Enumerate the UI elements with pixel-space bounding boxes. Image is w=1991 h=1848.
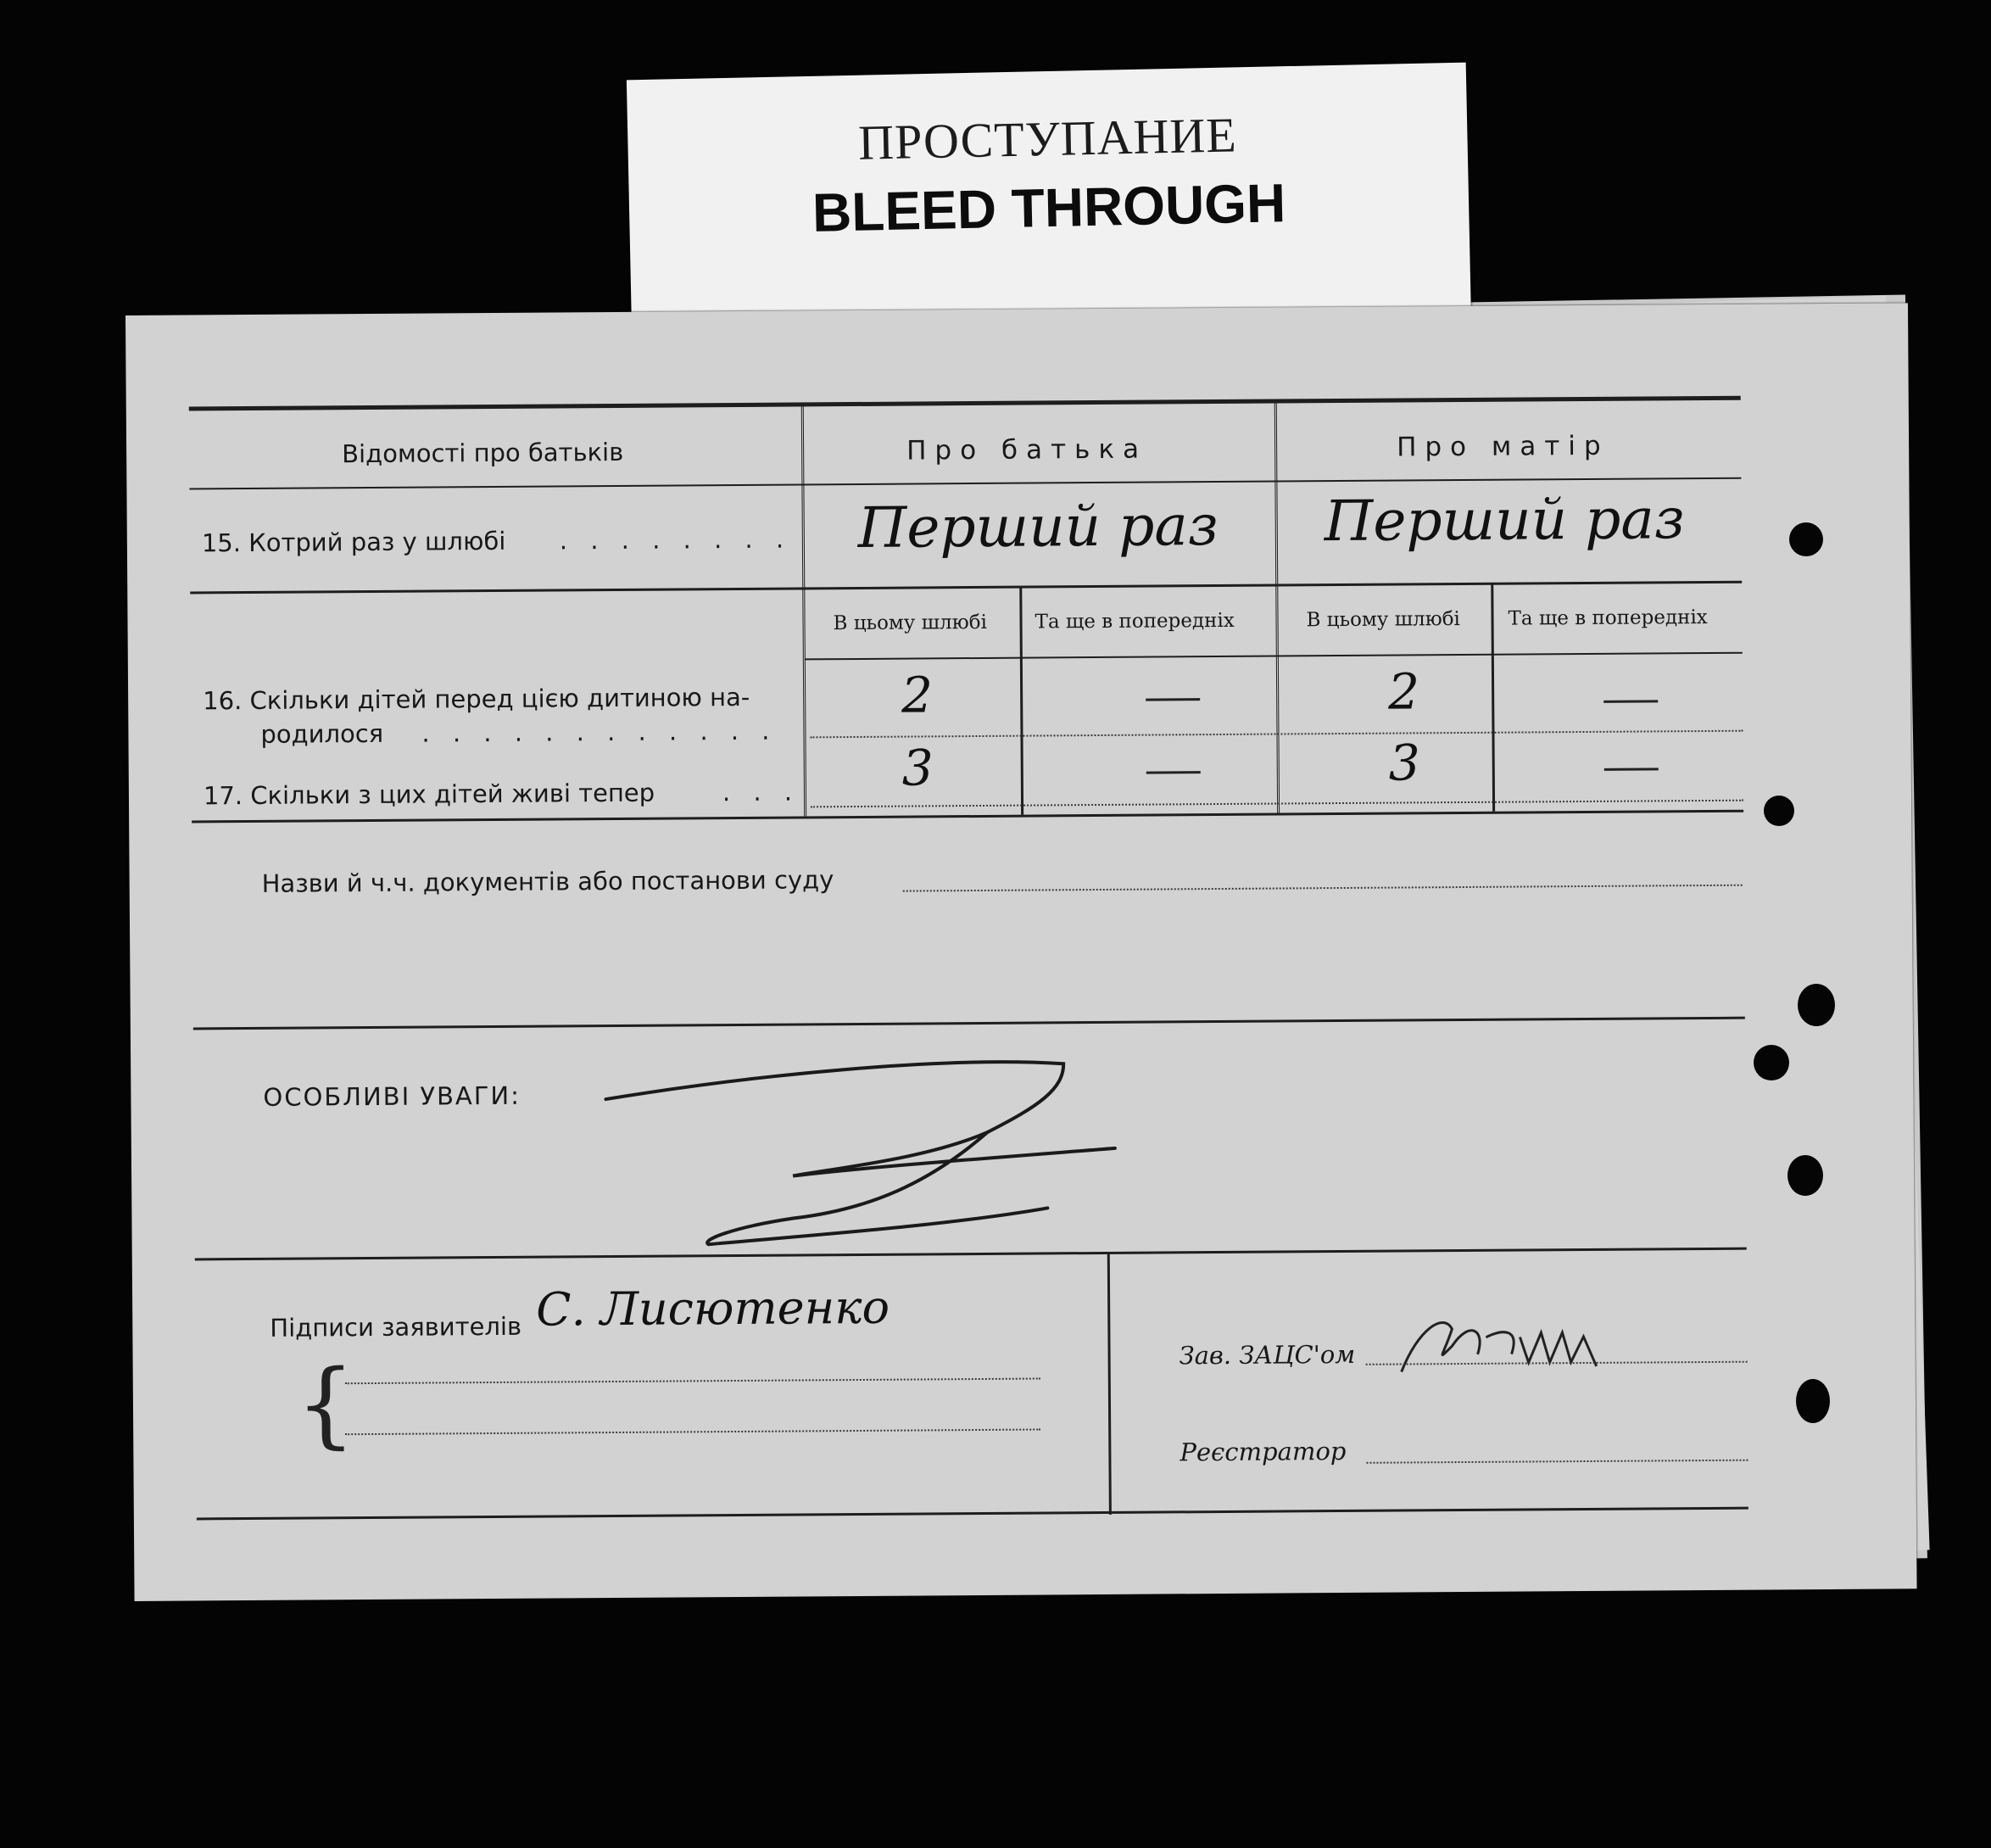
punch-hole <box>1764 796 1794 826</box>
header-father: Про батька <box>906 433 1148 466</box>
row16-mother-prev <box>1603 700 1658 702</box>
applicant-signature: С. Лисютенко <box>535 1280 890 1337</box>
documents-rule <box>193 1017 1745 1030</box>
documents-line <box>903 885 1743 892</box>
header-mother: Про матір <box>1396 430 1609 463</box>
top-rule <box>189 396 1741 411</box>
bleed-through-label <box>627 63 1471 343</box>
row16-father-prev <box>1146 698 1200 701</box>
row16-label-line2: родилося <box>260 718 384 749</box>
applicant-line-2 <box>345 1428 1040 1435</box>
row17-label: 17. Скільки з цих дітей живі тепер <box>203 778 655 811</box>
registry-form <box>125 303 1917 1601</box>
special-notes-label: ОСОБЛИВІ УВАГИ: <box>263 1080 521 1112</box>
row16-father-this: 2 <box>901 666 934 724</box>
header-parents-info: Відомості про батьків <box>342 437 624 469</box>
punch-hole <box>1787 1155 1823 1196</box>
applicants-bracket: { <box>295 1349 356 1459</box>
punch-hole <box>1754 1045 1789 1080</box>
subheader-rule <box>805 652 1743 661</box>
special-notes-strike-mark <box>588 1037 1201 1262</box>
documents-label: Назви й ч.ч. документів або постанови суду <box>261 865 834 898</box>
divider-father <box>801 404 810 816</box>
bottom-rule <box>197 1507 1748 1521</box>
row15-mother-value: Перший раз <box>1324 486 1685 555</box>
punch-hole <box>1796 1379 1830 1423</box>
row17-dots: . . . <box>722 777 800 807</box>
row16-label-line1: 16. Скільки дітей перед цією дитиною на- <box>203 682 750 716</box>
applicant-line-1 <box>345 1377 1040 1384</box>
divider-mother <box>1274 400 1283 812</box>
row15-label: 15. Котрий раз у шлюбі <box>201 526 506 558</box>
row17-mother-this: 3 <box>1388 734 1420 792</box>
divider-father-sub <box>1019 588 1023 815</box>
registrar-label: Реєстратор <box>1180 1436 1347 1467</box>
registrar-line <box>1366 1460 1748 1464</box>
subheader-mother-this: В цьому шлюбі <box>1306 608 1460 632</box>
row16-mother-this: 2 <box>1387 662 1420 721</box>
label-russian: ПРОСТУПАНИЕ <box>857 107 1238 170</box>
subheader-father-this: В цьому шлюбі <box>833 611 987 635</box>
applicants-label: Підписи заявителів <box>270 1311 522 1343</box>
row17-father-prev <box>1146 771 1201 773</box>
punch-hole <box>1798 984 1835 1026</box>
punch-hole <box>1789 522 1823 556</box>
head-signature <box>1392 1294 1614 1389</box>
head-label: Зав. ЗАЦС'ом <box>1179 1339 1356 1371</box>
subheader-mother-prev: Та ще в попередніх <box>1508 606 1708 630</box>
row15-father-value: Перший раз <box>857 493 1219 561</box>
label-english: BLEED THROUGH <box>811 172 1286 243</box>
divider-mother-sub <box>1491 584 1495 812</box>
row15-rule <box>190 581 1742 595</box>
row16-dots: . . . . . . . . . . . . <box>421 716 778 748</box>
row15-dots: . . . . . . . . <box>559 524 792 556</box>
subheader-father-prev: Та ще в попередніх <box>1035 609 1235 634</box>
row17-mother-prev <box>1604 768 1659 770</box>
signature-divider <box>1107 1253 1112 1515</box>
row17-father-this: 3 <box>901 739 934 797</box>
row17-rule <box>192 810 1743 824</box>
